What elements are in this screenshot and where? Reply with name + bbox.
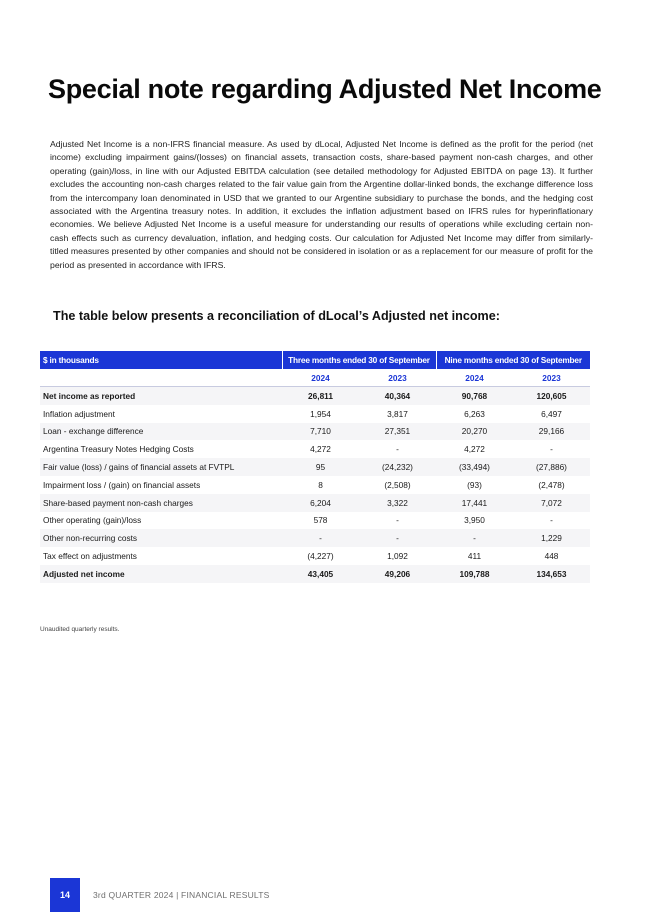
table-row bbox=[40, 405, 590, 423]
nine-months-header: Nine months ended 30 of September bbox=[436, 351, 590, 369]
row-value: 578 bbox=[313, 515, 328, 526]
row-value: 1,229 bbox=[513, 529, 590, 547]
page-title: Special note regarding Adjusted Net Income bbox=[48, 74, 602, 104]
row-value: 6,263 bbox=[464, 408, 485, 419]
row-value: 3,950 bbox=[464, 515, 485, 526]
table-row bbox=[40, 512, 590, 530]
table-row bbox=[40, 476, 590, 494]
table-row bbox=[40, 423, 590, 441]
row-value: - bbox=[396, 444, 399, 455]
row-value: 448 bbox=[544, 551, 559, 562]
year-header: 2023 bbox=[513, 369, 590, 387]
row-value: 4,272 bbox=[310, 444, 331, 455]
row-label: Adjusted net income bbox=[40, 565, 282, 583]
table-row bbox=[40, 529, 590, 547]
row-value: 27,351 bbox=[359, 423, 436, 441]
row-value: (93) bbox=[467, 479, 482, 490]
table-intro-heading: The table below presents a reconciliation of dLocal’s Adjusted net income: bbox=[53, 309, 500, 323]
row-value: 109,788 bbox=[436, 565, 513, 583]
footer-label: 3rd QUARTER 2024 | FINANCIAL RESULTS bbox=[93, 890, 270, 900]
row-value: 1,954 bbox=[310, 408, 331, 419]
row-value: 8 bbox=[318, 479, 323, 490]
row-value: - bbox=[359, 529, 436, 547]
table-header-row bbox=[40, 351, 590, 369]
row-value: - bbox=[282, 529, 359, 547]
row-value: 1,092 bbox=[387, 551, 408, 562]
row-value: 3,817 bbox=[387, 408, 408, 419]
row-value: - bbox=[550, 444, 553, 455]
row-value: 20,270 bbox=[436, 423, 513, 441]
row-value: 49,206 bbox=[359, 565, 436, 583]
years-row bbox=[40, 369, 590, 387]
row-value: 7,072 bbox=[513, 494, 590, 512]
row-value: (4,227) bbox=[307, 551, 334, 562]
row-value: 411 bbox=[467, 551, 482, 562]
row-label: Other non-recurring costs bbox=[40, 529, 282, 547]
year-header: 2024 bbox=[436, 369, 513, 387]
row-label: Argentina Treasury Notes Hedging Costs bbox=[43, 444, 194, 455]
row-value: (24,232) bbox=[359, 458, 436, 476]
row-value: 7,710 bbox=[282, 423, 359, 441]
year-header: 2023 bbox=[359, 369, 436, 387]
year-header: 2024 bbox=[282, 369, 359, 387]
row-value: 43,405 bbox=[282, 565, 359, 583]
row-value: 90,768 bbox=[436, 387, 513, 405]
row-value: 29,166 bbox=[513, 423, 590, 441]
intro-paragraph: Adjusted Net Income is a non-IFRS financial measure. As used by dLocal, Adjusted Net Income is defined as the profit for the period (net income) excluding impairment gains/(losses) on financial assets, transaction costs, share-based payment non-cash charges, and other operating (gain)/loss, in line with our Adjusted EBITDA calculation (see detailed methodology for Adjusted EBITDA on page 13). It further excludes the accounting non-cash charges related to the fair value gain from the Argentine dollar-linked bonds, the exchange difference loss from the intercompany loan denominated in USD that we granted to our Argentine subsidiary to purchase the bonds, and the hedging cost associated with the Argentina treasury notes. In addition, it excludes the inflation adjustment based on IFRS rules for hyperinflationary economies. We believe Adjusted Net Income is a useful measure for understanding our results of operations while excluding certain non-cash effects such as currency devaluation, inflation, and hedging costs. Our calculation for Adjusted Net Income may differ from similarly-titled measures presented by other companies and should not be considered in isolation or as a replacement for our measure of profit for the period as presented in accordance with IFRS. bbox=[50, 139, 593, 270]
row-value: 17,441 bbox=[436, 494, 513, 512]
row-value: 4,272 bbox=[464, 444, 485, 455]
row-label: Tax effect on adjustments bbox=[43, 551, 137, 562]
row-value: (27,886) bbox=[513, 458, 590, 476]
row-label: Impairment loss / (gain) on financial assets bbox=[43, 479, 201, 490]
page-number: 14 bbox=[50, 878, 80, 912]
row-label: Net income as reported bbox=[40, 387, 282, 405]
row-value: - bbox=[396, 515, 399, 526]
row-value: 26,811 bbox=[282, 387, 359, 405]
row-value: 40,364 bbox=[359, 387, 436, 405]
row-value: 95 bbox=[282, 458, 359, 476]
units-header: $ in thousands bbox=[40, 351, 282, 369]
row-label: Share-based payment non-cash charges bbox=[40, 494, 282, 512]
table-body bbox=[40, 387, 590, 583]
table-row bbox=[40, 494, 590, 512]
row-value: 120,605 bbox=[513, 387, 590, 405]
row-value: 6,204 bbox=[282, 494, 359, 512]
reconciliation-table bbox=[40, 351, 590, 583]
row-value: - bbox=[550, 515, 553, 526]
table-row bbox=[40, 440, 590, 458]
row-label: Other operating (gain)/loss bbox=[43, 515, 142, 526]
row-label: Fair value (loss) / gains of financial assets at FVTPL bbox=[40, 458, 282, 476]
footnote: Unaudited quarterly results. bbox=[40, 626, 120, 633]
row-label: Inflation adjustment bbox=[43, 408, 115, 419]
row-value: (2,508) bbox=[384, 479, 411, 490]
row-value: (2,478) bbox=[538, 479, 565, 490]
table-row bbox=[40, 458, 590, 476]
row-value: (33,494) bbox=[436, 458, 513, 476]
table-row bbox=[40, 387, 590, 405]
row-value: 134,653 bbox=[513, 565, 590, 583]
row-label: Loan - exchange difference bbox=[40, 423, 282, 441]
row-value: 3,322 bbox=[359, 494, 436, 512]
three-months-header: Three months ended 30 of September bbox=[282, 351, 436, 369]
row-value: - bbox=[436, 529, 513, 547]
table-row bbox=[40, 565, 590, 583]
years-row-spacer bbox=[40, 369, 282, 387]
table-row bbox=[40, 547, 590, 565]
row-value: 6,497 bbox=[541, 408, 562, 419]
